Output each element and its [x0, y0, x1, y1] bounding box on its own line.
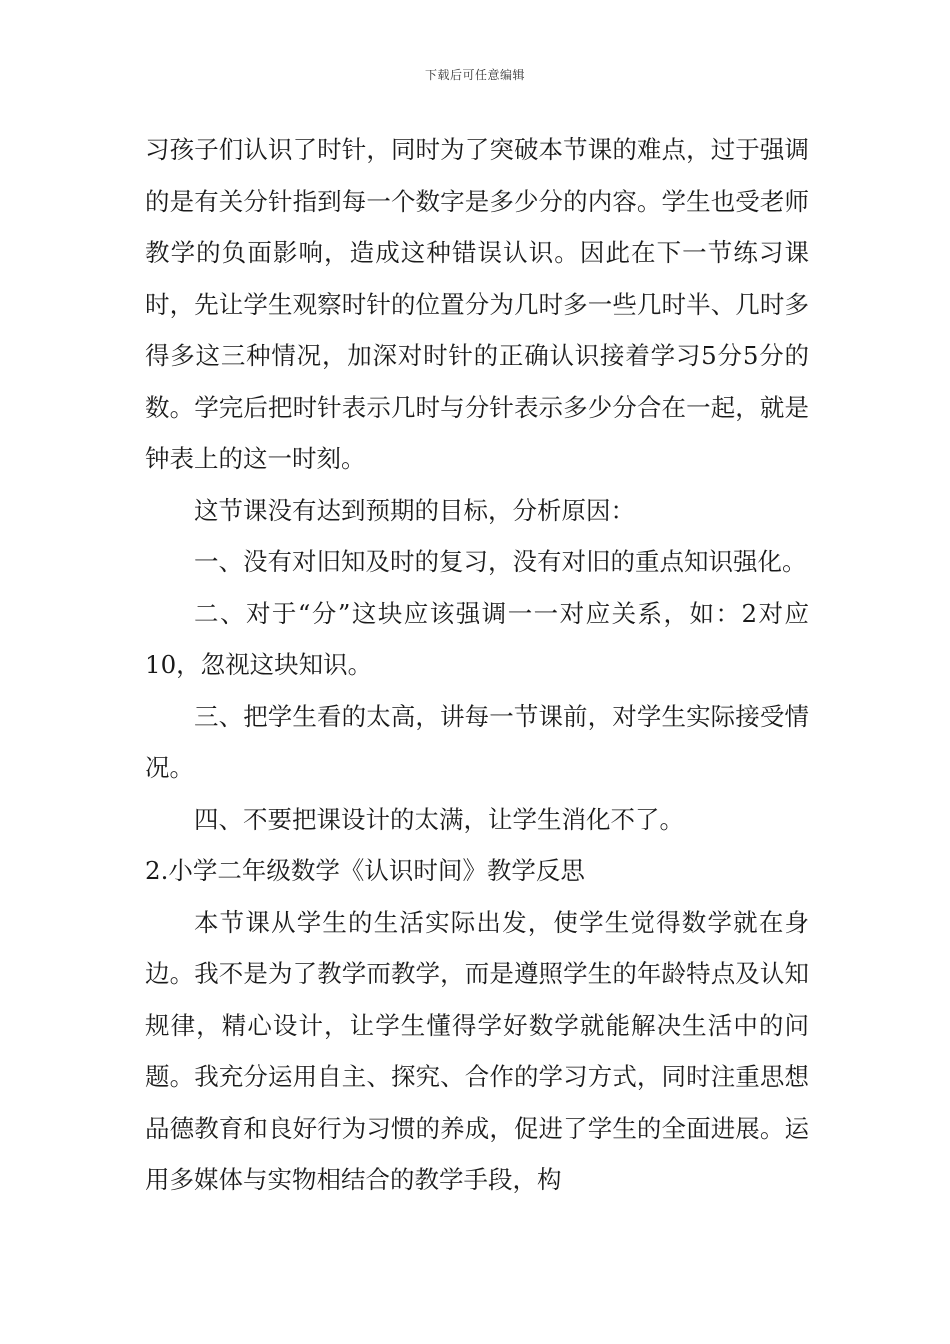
paragraph-reflection: 本节课从学生的生活实际出发，使学生觉得数学就在身边。我不是为了教学而教学，而是遵照学生的年龄特点及认知规律，精心设计，让学生懂得学好数学就能解决生活中的问题。我充分运用自主、探究、合作的学习方式，同时注重思想品德教育和良好行为习惯的养成，促进了学生的全面进展。运用多媒体与实物相结合的教学手段，构	[145, 907, 809, 1194]
section-heading: 2.小学二年级数学《认识时间》教学反思	[145, 856, 585, 885]
paragraph-reason-two: 二、对于“分”这块应该强调一一对应关系，如：2对应10，忽视这块知识。	[145, 598, 809, 679]
page-header: 下载后可任意编辑	[424, 68, 525, 82]
paragraph-continuation: 习孩子们认识了时针，同时为了突破本节课的难点，过于强调的是有关分针指到每一个数字是多少分的内容。学生也受老师教学的负面影响，造成这种错误认识。因此在下一节练习课时，先让学生观察时针的位置分为几时多一些几时半、几时多得多这三种情况，加深对时针的正确认识接着学习5分5分的数。学完后把时针表示几时与分针表示多少分合在一起，就是钟表上的这一时刻。	[145, 135, 809, 473]
paragraph-reason-four: 四、不要把课设计的太满，让学生消化不了。	[194, 804, 684, 834]
paragraph-reason-one: 一、没有对旧知及时的复习，没有对旧的重点知识强化。	[194, 547, 807, 576]
paragraph-analysis-intro: 这节课没有达到预期的目标，分析原因：	[194, 495, 635, 525]
document-body	[145, 124, 809, 1206]
paragraph-reason-three: 三、把学生看的太高，讲每一节课前，对学生实际接受情况。	[145, 701, 809, 782]
